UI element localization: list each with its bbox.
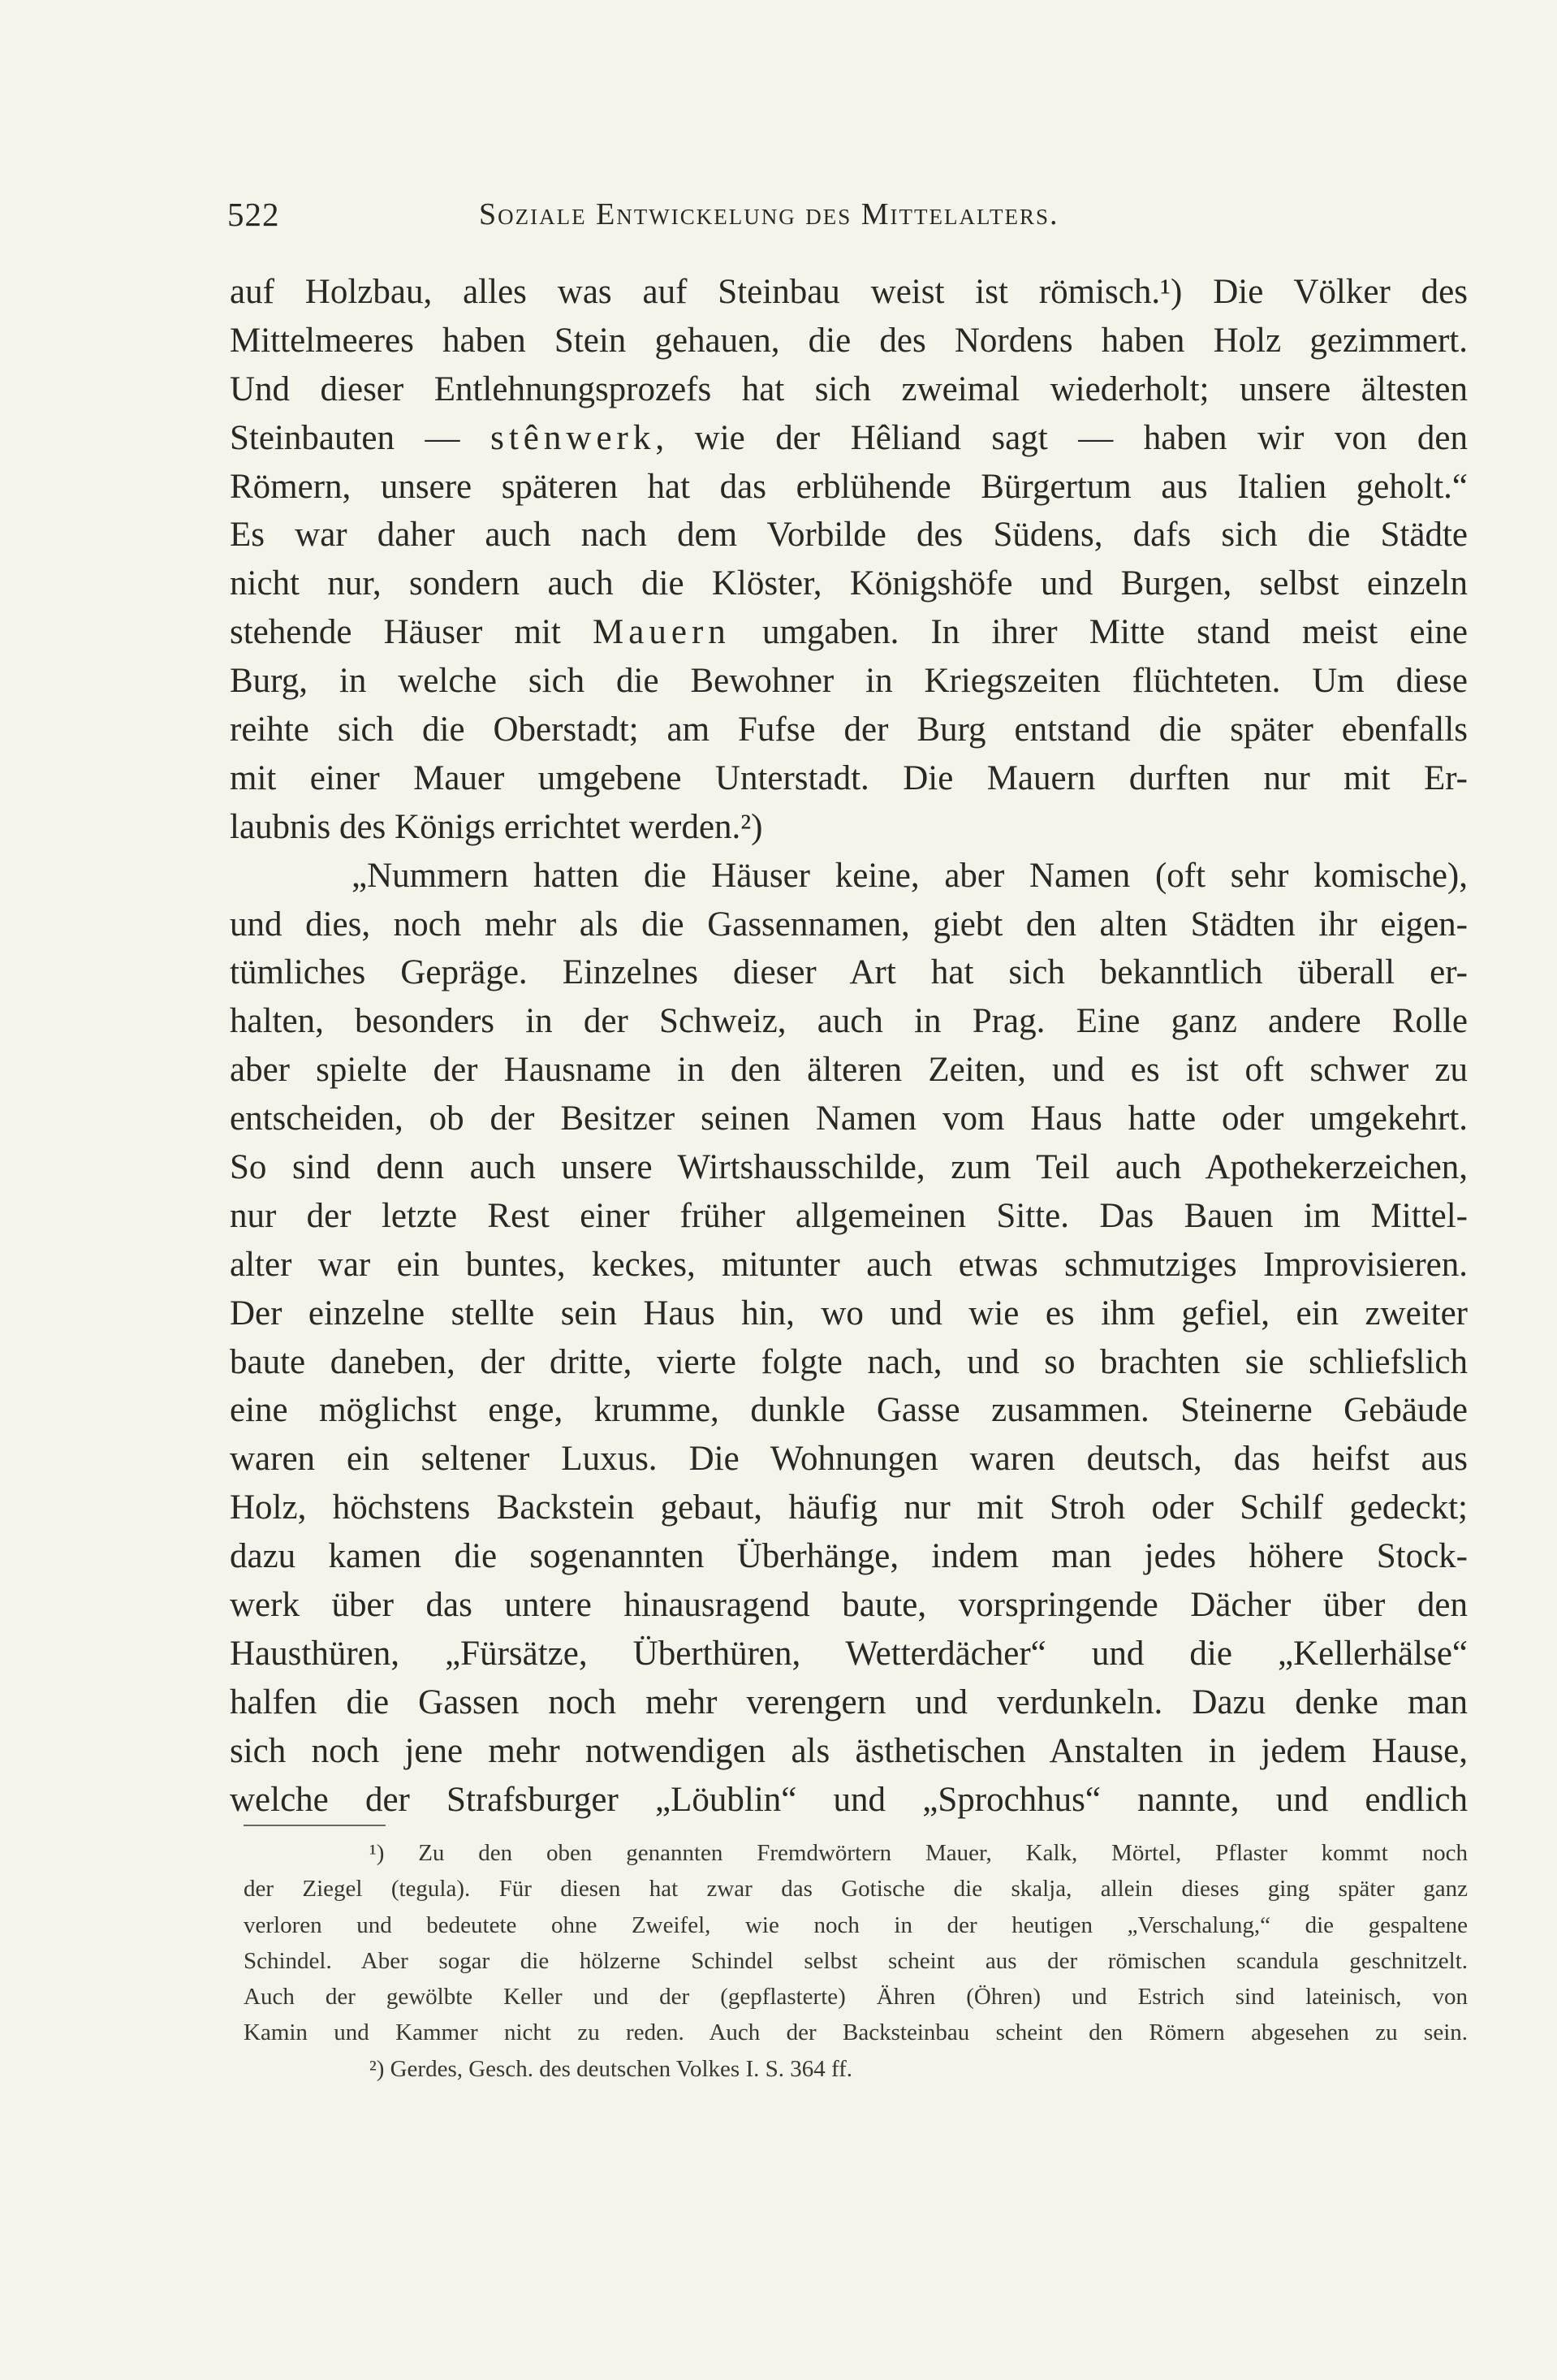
- text-line: alter war ein buntes, keckes, mitunter auch etwas schmutziges Improvisieren.: [230, 1245, 1468, 1284]
- footnote-separator: [244, 1825, 386, 1826]
- text-line: und dies, noch mehr als die Gassennamen, giebt den alten Städten ihr eigen-: [230, 905, 1468, 944]
- text-line: Und dieser Entlehnungsprozefs hat sich zweimal wiederholt; unsere ältesten: [230, 369, 1468, 408]
- text-line: werk über das untere hinausragend baute, vorspringende Dächer über den: [230, 1586, 1468, 1625]
- text-line: Der einzelne stellte sein Haus hin, wo und wie es ihm gefiel, ein zweiter: [230, 1294, 1468, 1333]
- main-text: [230, 268, 1468, 1825]
- footnote-1: ¹) Zu den oben genannten Fremdwörtern Mauer, Kalk, Mörtel, Pflaster kommt noch: [369, 1840, 1468, 1866]
- text-line: Hausthüren, „Fürsätze, Überthüren, Wetterdächer“ und die „Kellerhälse“: [230, 1634, 1468, 1673]
- text-line: aber spielte der Hausname in den älteren Zeiten, und es ist oft schwer zu: [230, 1051, 1468, 1090]
- text-line: halten, besonders in der Schweiz, auch in Prag. Eine ganz andere Rolle: [230, 1002, 1468, 1041]
- text-line: tümliches Gepräge. Einzelnes dieser Art hat sich bekanntlich überall er-: [230, 953, 1468, 992]
- text-line: Es war daher auch nach dem Vorbilde des Südens, dafs sich die Städte: [230, 516, 1468, 555]
- spaced-emphasis: Mauern: [593, 613, 731, 652]
- text-line: stehende Häuser mit Mauern umgaben. In ihrer Mitte stand meist eine: [230, 613, 1468, 652]
- text-line: sich noch jene mehr notwendigen als ästhetischen Anstalten in jedem Hause,: [230, 1731, 1468, 1770]
- footnote-line: der Ziegel (tegula). Für diesen hat zwar das Gotische die skalja, allein dieses ging später ganz: [244, 1876, 1468, 1903]
- text-line: nur der letzte Rest einer früher allgemeinen Sitte. Das Bauen im Mittel-: [230, 1196, 1468, 1235]
- footnote-2: ²) Gerdes, Gesch. des deutschen Volkes I. S. 364 ff.: [369, 2055, 853, 2082]
- text-line: Burg, in welche sich die Bewohner in Kriegszeiten flüchteten. Um diese: [230, 662, 1468, 701]
- text-line: Mittelmeeres haben Stein gehauen, die des Nordens haben Holz gezimmert.: [230, 321, 1468, 360]
- page-number: 522: [227, 196, 280, 233]
- text-line: Römern, unsere späteren hat das erblühende Bürgertum aus Italien geholt.“: [230, 467, 1468, 506]
- text-line: entscheiden, ob der Besitzer seinen Namen vom Haus hatte oder umgekehrt.: [230, 1099, 1468, 1138]
- paragraph-start-line: „Nummern hatten die Häuser keine, aber Namen (oft sehr komische),: [352, 856, 1468, 895]
- footnote-line: Auch der gewölbte Keller und der (gepflasterte) Ähren (Öhren) und Estrich sind lateinisch, von: [244, 1984, 1468, 2011]
- text-line: welche der Strafsburger „Löublin“ und „Sprochhus“ nannte, und endlich: [230, 1780, 1468, 1819]
- text-line: nicht nur, sondern auch die Klöster, Königshöfe und Burgen, selbst einzeln: [230, 564, 1468, 603]
- footnote-line: Schindel. Aber sogar die hölzerne Schindel selbst scheint aus der römischen scandula geschnitzelt.: [244, 1947, 1468, 1974]
- text-line: So sind denn auch unsere Wirtshausschilde, zum Teil auch Apothekerzeichen,: [230, 1148, 1468, 1187]
- footnote-line: Kamin und Kammer nicht zu reden. Auch der Backsteinbau scheint den Römern abgesehen zu sein.: [244, 2019, 1468, 2046]
- text-line: baute daneben, der dritte, vierte folgte nach, und so brachten sie schliefslich: [230, 1342, 1468, 1381]
- text-line: Steinbauten — stênwerk, wie der Hêliand sagt — haben wir von den: [230, 418, 1469, 457]
- text-line: Holz, höchstens Backstein gebaut, häufig nur mit Stroh oder Schilf gedeckt;: [230, 1488, 1468, 1527]
- text-line: dazu kamen die sogenannten Überhänge, indem man jedes höhere Stock-: [230, 1537, 1468, 1576]
- text-line: mit einer Mauer umgebene Unterstadt. Die Mauern durften nur mit Er-: [230, 758, 1468, 797]
- text-line: reihte sich die Oberstadt; am Fufse der Burg entstand die später ebenfalls: [230, 711, 1468, 749]
- spaced-emphasis: stênwerk: [490, 418, 656, 457]
- running-title: Soziale Entwickelung des Mittelalters.: [479, 197, 1059, 231]
- text-line: waren ein seltener Luxus. Die Wohnungen waren deutsch, das heifst aus: [230, 1440, 1468, 1479]
- page-header: [227, 195, 1323, 244]
- paragraph-end-line: laubnis des Königs errichtet werden.²): [230, 807, 763, 846]
- footnote-line: verloren und bedeutete ohne Zweifel, wie noch in der heutigen „Verschalung,“ die gespaltene: [244, 1911, 1468, 1938]
- text-line: halfen die Gassen noch mehr verengern und verdunkeln. Dazu denke man: [230, 1682, 1468, 1721]
- footnotes: [244, 1835, 1468, 2087]
- text-line: auf Holzbau, alles was auf Steinbau weist ist römisch.¹) Die Völker des: [230, 273, 1468, 311]
- text-line: eine möglichst enge, krumme, dunkle Gasse zusammen. Steinerne Gebäude: [230, 1391, 1468, 1430]
